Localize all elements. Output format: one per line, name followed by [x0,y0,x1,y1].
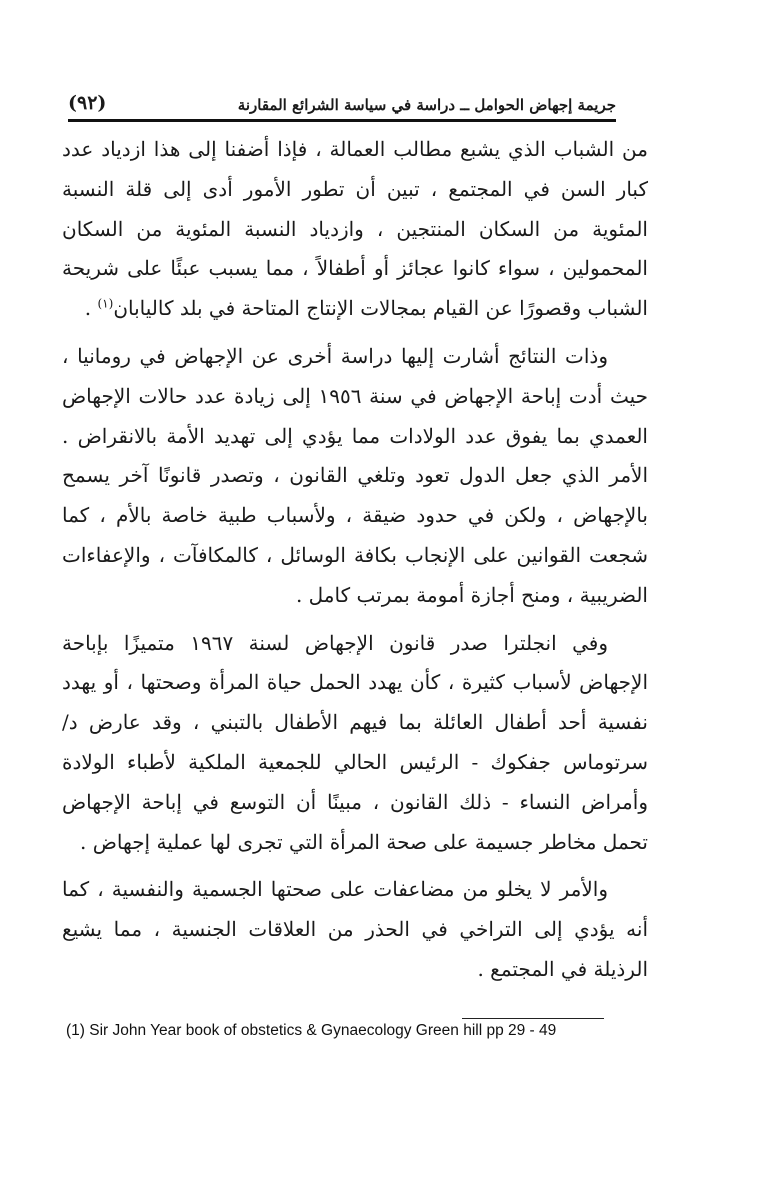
footnote-reference: (١) [97,296,114,311]
paragraph-3: وفي انجلترا صدر قانون الإجهاض لسنة ١٩٦٧ متميزًا بإباحة الإجهاض لأسباب كثيرة ، كأن يهدد الحمل حياة المرأة وصحتها ، أو يهدد نفسية أحد أطفال العائلة بما فيهم الأطفال بالتبني ، وقد عارض د/ سرتوماس جفكوك - الرئيس الحالي للجمعية الملكية لأطباء الولادة وأمراض النساء - ذلك القانون ، مبينًا أن التوسع في إباحة الإجهاض تحمل مخاطر جسيمة على صحة المرأة التي تجرى لها عملية إجهاض . [62,630,648,854]
paragraph-1 [62,130,648,329]
paragraph-1-text: من الشباب الذي يشبع مطالب العمالة ، فإذا أضفنا إلى هذا ازدياد عدد كبار السن في المجتمع ، تبين أن تطور الأمور أدى إلى قلة النسبة المئوية من السكان المنتجين ، وازدياد النسبة المئوية من السكان المحمولين ، سواء كانوا عجائز أو أطفالاً ، مما يسبب عبئًا على شريحة الشباب وقصورًا عن القيام بمجالات الإنتاج المتاحة في بلد كاليابان [62,137,648,321]
body-text [62,130,648,990]
paragraph-4: والأمر لا يخلو من مضاعفات على صحتها الجسمية والنفسية ، كما أنه يؤدي إلى التراخي في الحذر من العلاقات الجنسية ، مما يشيع الرذيلة في المجتمع . [62,877,648,981]
footnote-rule [462,1018,604,1019]
footnote: (1) Sir John Year book of obstetics & Gynaecology Green hill pp 29 - 49 [66,1022,557,1039]
paragraph-1-tail: . [84,296,98,321]
header-rule [68,119,616,122]
page-header [68,78,616,114]
page-number: (٩٢) [68,92,107,114]
paragraph-2: وذات النتائج أشارت إليها دراسة أخرى عن الإجهاض في رومانيا ، حيث أدت إباحة الإجهاض في سنة ١٩٥٦ إلى زيادة عدد حالات الإجهاض العمدي بما يفوق عدد الولادات مما يؤدي إلى تهديد الأمة بالانقراض . الأمر الذي جعل الدول تعود وتلغي القانون ، وتصدر قانونًا آخر يسمح بالإجهاض ، ولكن في حدود ضيقة ، ولأسباب طبية خاصة بالأم ، كما شجعت القوانين على الإنجاب بكافة الوسائل ، كالمكافآت ، والإعفاءات الضريبية ، ومنح أجازة أمومة بمرتب كامل . [62,343,648,607]
running-title: جريمة إجهاض الحوامل ــ دراسة في سياسة الشرائع المقارنة [237,96,616,114]
